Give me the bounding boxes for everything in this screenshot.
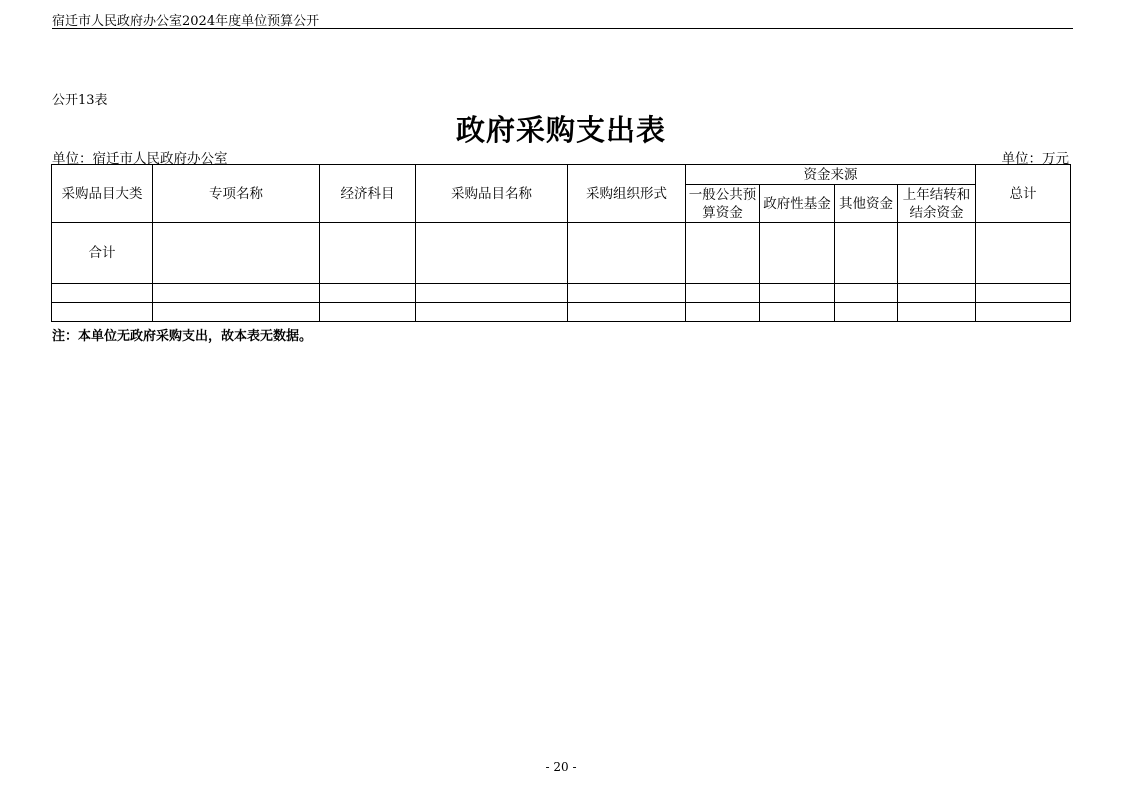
unit-label-left: 单位：宿迁市人民政府办公室 [52,151,228,167]
table-cell [835,223,898,284]
table-cell [320,303,416,322]
header-general-budget: 一般公共预算资金 [686,185,760,223]
table-row [52,284,1071,303]
unit-label-right: 单位：万元 [1001,151,1069,167]
total-label: 合计 [52,223,153,284]
procurement-table [51,164,1071,322]
table-cell [760,284,835,303]
table-cell [898,303,976,322]
header-econ: 经济科目 [320,165,416,223]
table-cell [416,223,568,284]
table-cell [898,223,976,284]
table-cell [153,303,320,322]
page-title: 政府采购支出表 [455,113,666,147]
table-cell [835,303,898,322]
header-gov-fund: 政府性基金 [760,185,835,223]
table-cell [686,223,760,284]
table-cell [568,284,686,303]
table-cell [416,303,568,322]
table-cell [320,223,416,284]
document-header-title: 宿迁市人民政府办公室2024年度单位预算公开 [52,14,320,29]
table-cell [835,284,898,303]
header-item: 采购品目名称 [416,165,568,223]
table-cell [416,284,568,303]
header-category: 采购品目大类 [52,165,153,223]
table-cell [976,303,1071,322]
table-cell [898,284,976,303]
table-cell [760,303,835,322]
table-cell [153,223,320,284]
table-cell [686,284,760,303]
table-cell [52,303,153,322]
header-org-form: 采购组织形式 [568,165,686,223]
table-cell [760,223,835,284]
table-cell [568,223,686,284]
table-cell [976,284,1071,303]
table-cell [686,303,760,322]
header-fund-source: 资金来源 [686,165,976,185]
table-cell [52,284,153,303]
table-number: 公开13表 [52,93,108,108]
table-row [52,223,1071,284]
page-number: - 20 - [545,760,577,774]
table-note: 注：本单位无政府采购支出，故本表无数据。 [52,329,313,344]
header-project: 专项名称 [153,165,320,223]
table-cell [976,223,1071,284]
header-other-fund: 其他资金 [835,185,898,223]
header-carryover: 上年结转和结余资金 [898,185,976,223]
header-divider [52,28,1073,29]
table-row [52,303,1071,322]
table-cell [320,284,416,303]
table-cell [568,303,686,322]
header-total: 总计 [976,165,1071,223]
table-cell [153,284,320,303]
